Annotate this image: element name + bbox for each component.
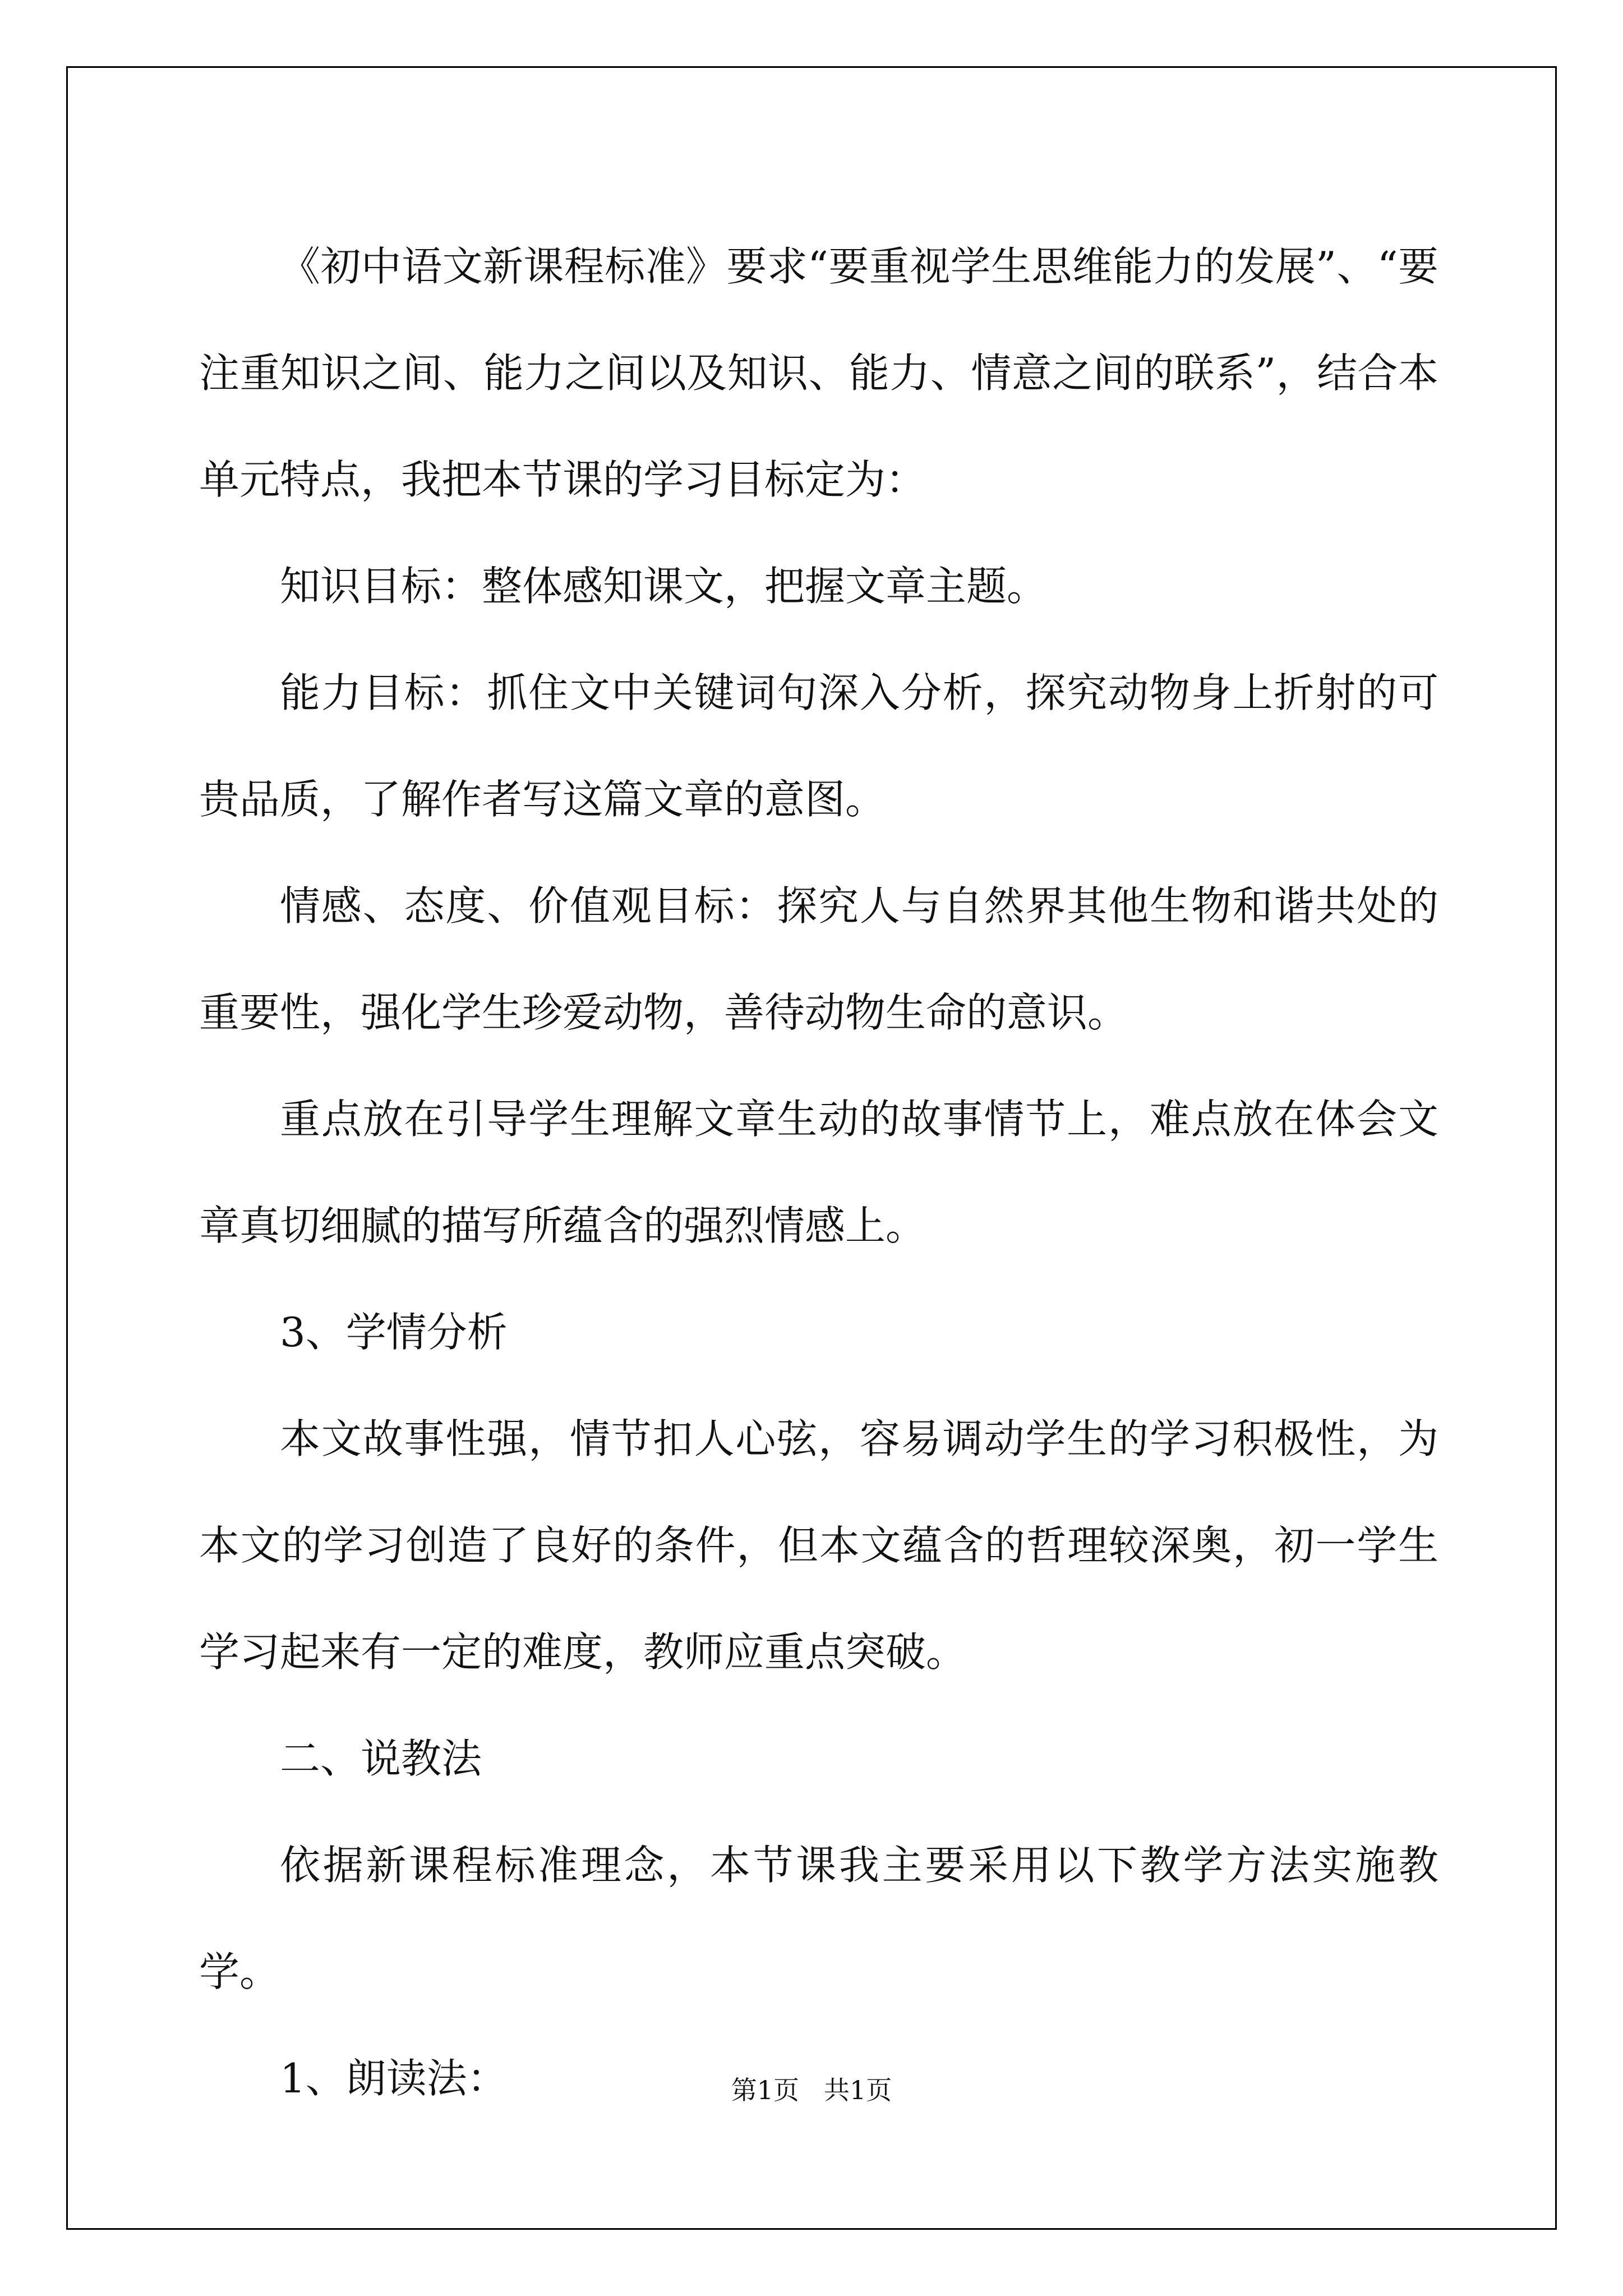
paragraph-learner-analysis: 本文故事性强，情节扣人心弦，容易调动学生的学习积极性，为本文的学习创造了良好的条件，但本文蕴含的哲理较深奥，初一学生学习起来有一定的难度，教师应重点突破。	[199, 1415, 1438, 1676]
heading-teaching-methods: 二、说教法	[280, 1735, 482, 1782]
paragraph-curriculum-requirement: 《初中语文新课程标准》要求“要重视学生思维能力的发展”、“要注重知识之间、能力之间以及知识、能力、情意之间的联系”，结合本单元特点，我把本节课的学习目标定为：	[199, 243, 1438, 503]
document-body	[199, 213, 1438, 2132]
paragraph-key-points: 重点放在引导学生理解文章生动的故事情节上，难点放在体会文章真切细腻的描写所蕴含的强烈情感上。	[199, 1096, 1438, 1249]
paragraph-teaching-methods: 依据新课程标准理念，本节课我主要采用以下教学方法实施教学。	[199, 1842, 1438, 1995]
heading-reading-method: 1、朗读法：	[280, 2055, 508, 2102]
heading-learner-analysis: 3、学情分析	[280, 1309, 508, 1356]
paragraph-knowledge-goal: 知识目标：整体感知课文，把握文章主题。	[280, 563, 1048, 610]
page-number-current: 第1页	[731, 2075, 800, 2105]
paragraph-ability-goal: 能力目标：抓住文中关键词句深入分析，探究动物身上折射的可贵品质，了解作者写这篇文章的意图。	[199, 669, 1438, 823]
paragraph-emotion-goal: 情感、态度、价值观目标：探究人与自然界其他生物和谐共处的重要性，强化学生珍爱动物，善待动物生命的意识。	[199, 882, 1438, 1036]
page-number-total: 共1页	[823, 2075, 892, 2105]
page-footer	[0, 2070, 1623, 2107]
